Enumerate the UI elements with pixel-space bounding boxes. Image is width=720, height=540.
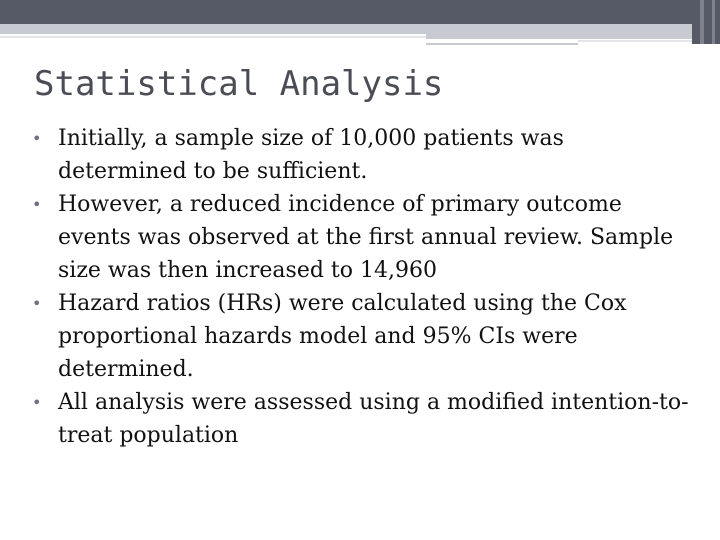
bullet-marker: • <box>32 393 42 412</box>
slide-title: Statistical Analysis <box>34 64 444 104</box>
bullet-text: However, a reduced incidence of primary outcome events was observed at the first annual review. Sample size was then increased to 14,960 <box>58 192 674 283</box>
header-accent-bar <box>426 34 692 39</box>
bullet-marker: • <box>32 195 42 214</box>
header-corner-stripe <box>712 0 715 44</box>
bullet-list <box>30 122 698 452</box>
bullet-marker: • <box>32 129 42 148</box>
bullet-text: Hazard ratios (HRs) were calculated using the Cox proportional hazards model and 95% CIs were determined. <box>58 291 627 382</box>
bullet-text: All analysis were assessed using a modified intention-to-treat population <box>58 390 689 448</box>
header-accent-line <box>0 36 426 38</box>
bullet-item <box>30 188 698 287</box>
bullet-item <box>30 386 698 452</box>
header-corner-block <box>692 0 720 44</box>
bullet-item <box>30 287 698 386</box>
header-accent-line <box>426 43 578 45</box>
bullet-item <box>30 122 698 188</box>
bullet-marker: • <box>32 294 42 313</box>
header-bar <box>0 0 720 24</box>
header-accent-line <box>578 40 692 42</box>
header-corner-stripe <box>700 0 704 44</box>
header-accent-bar <box>0 24 692 34</box>
bullet-text: Initially, a sample size of 10,000 patients was determined to be sufficient. <box>58 126 564 184</box>
